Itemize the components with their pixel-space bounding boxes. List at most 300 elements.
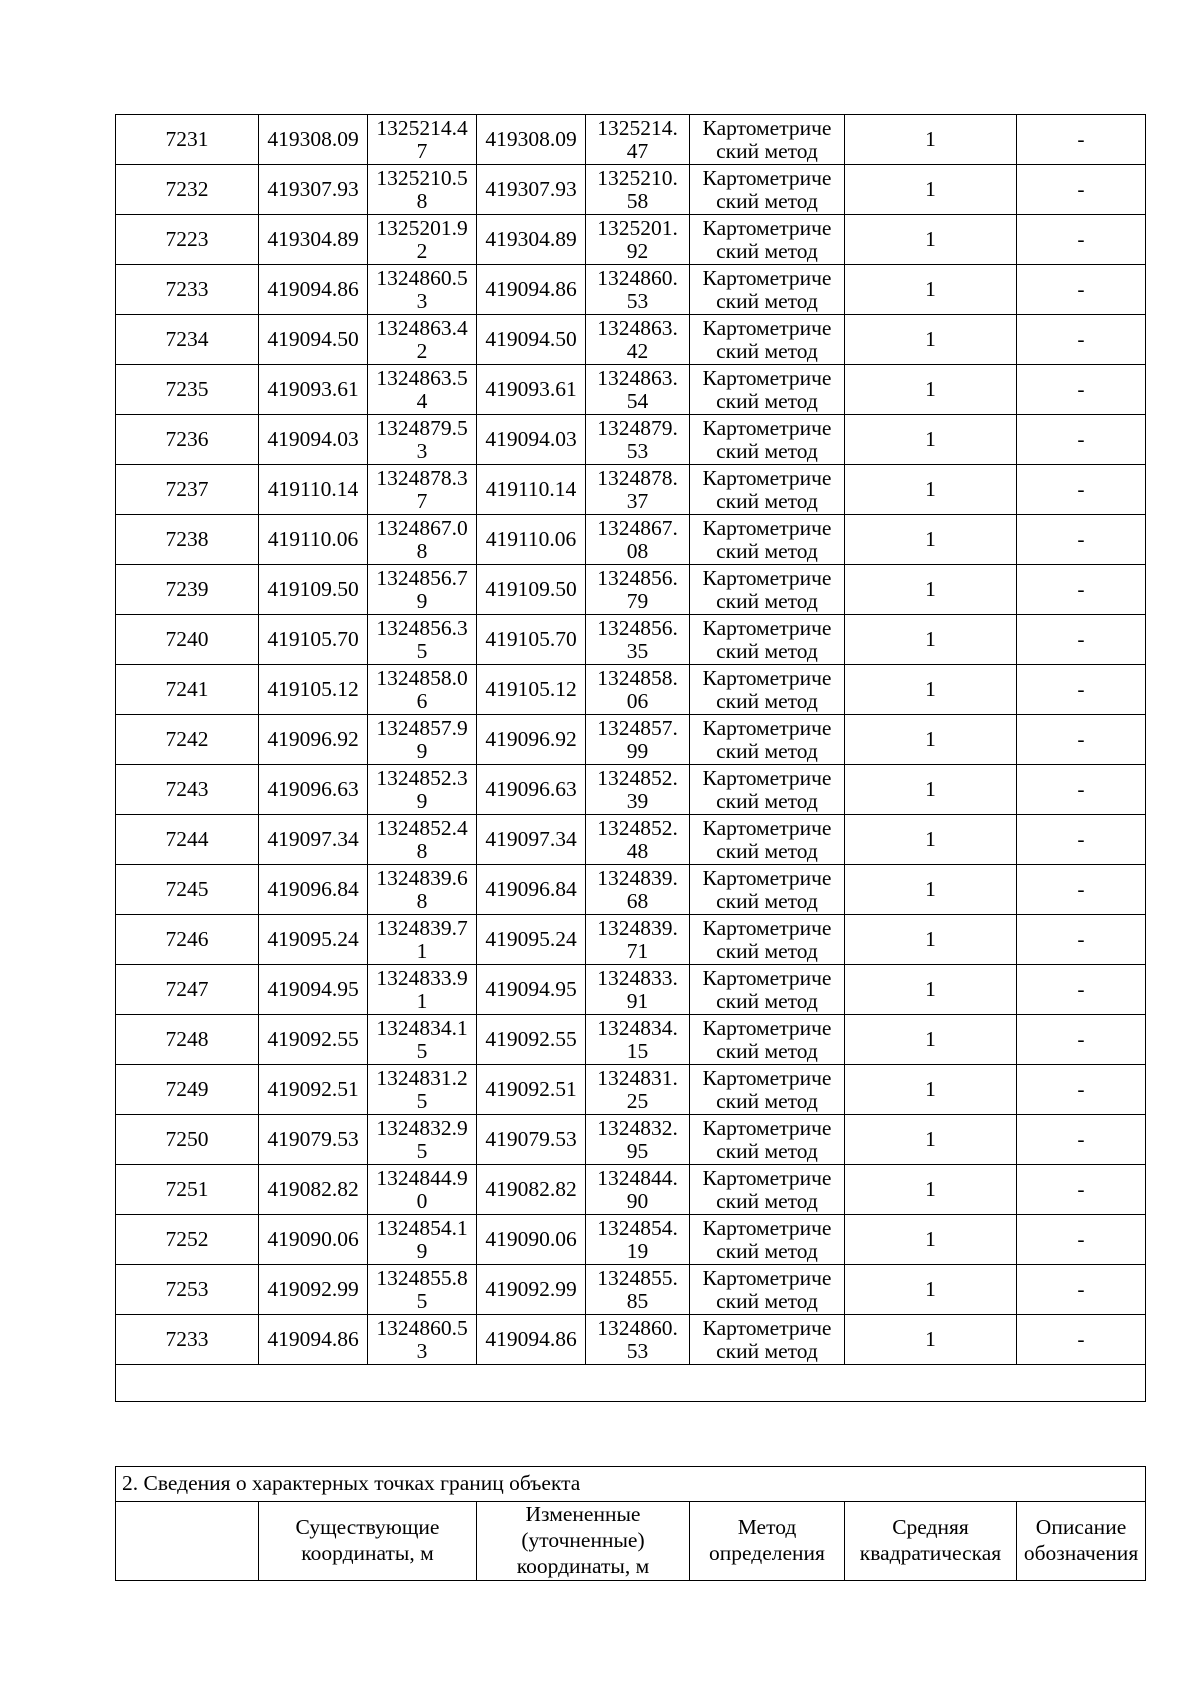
changed-y-line-2: 53: [626, 1339, 649, 1363]
changed-y-line-1: 1324860.: [597, 1316, 678, 1340]
existing-y-line-1: 1324860.5: [376, 266, 468, 290]
method-line-2: ский метод: [716, 639, 818, 663]
method-line-1: Картометриче: [702, 316, 832, 340]
changed-y-line-2: 99: [626, 739, 649, 763]
method-cell: [690, 1215, 845, 1265]
method-cell: [690, 1015, 845, 1065]
header-method: [690, 1502, 845, 1581]
changed-y-cell: [586, 515, 690, 565]
method-line-2: ский метод: [716, 389, 818, 413]
changed-y-line-1: 1324879.: [597, 416, 678, 440]
method-line-2: ский метод: [716, 739, 818, 763]
existing-y-line-2: 5: [416, 1139, 428, 1163]
method-line-1: Картометриче: [702, 466, 832, 490]
point-number-cell: 7223: [116, 215, 259, 265]
changed-x-cell: 419093.61: [477, 365, 586, 415]
existing-x-cell: 419095.24: [259, 915, 368, 965]
changed-y-line-2: 68: [626, 889, 649, 913]
point-number-cell: 7245: [116, 865, 259, 915]
table-row: [116, 1265, 1146, 1315]
changed-y-cell: [586, 1315, 690, 1365]
changed-y-cell: [586, 165, 690, 215]
existing-x-cell: 419307.93: [259, 165, 368, 215]
existing-y-cell: [368, 1215, 477, 1265]
existing-y-cell: [368, 1115, 477, 1165]
changed-x-cell: 419308.09: [477, 115, 586, 165]
existing-y-line-1: 1324867.0: [376, 516, 468, 540]
method-cell: [690, 165, 845, 215]
existing-x-cell: 419094.86: [259, 265, 368, 315]
changed-x-cell: 419092.51: [477, 1065, 586, 1115]
changed-y-cell: [586, 815, 690, 865]
existing-x-cell: 419082.82: [259, 1165, 368, 1215]
method-line-1: Картометриче: [702, 916, 832, 940]
method-line-1: Картометриче: [702, 1066, 832, 1090]
point-number-cell: 7238: [116, 515, 259, 565]
accuracy-cell: 1: [845, 565, 1017, 615]
header-changed-line-1: Измененные: [525, 1502, 641, 1527]
existing-y-line-1: 1324860.5: [376, 1316, 468, 1340]
changed-y-line-2: 15: [626, 1039, 649, 1063]
existing-y-cell: [368, 1015, 477, 1065]
point-number-cell: 7252: [116, 1215, 259, 1265]
method-line-2: ский метод: [716, 1239, 818, 1263]
method-line-2: ский метод: [716, 439, 818, 463]
method-line-2: ский метод: [716, 1089, 818, 1113]
existing-y-cell: [368, 1265, 477, 1315]
existing-y-line-2: 8: [416, 539, 428, 563]
header-existing-coordinates: [259, 1502, 477, 1581]
changed-y-cell: [586, 1165, 690, 1215]
changed-y-cell: [586, 1015, 690, 1065]
description-cell: -: [1017, 1265, 1146, 1315]
changed-y-line-1: 1325201.: [597, 216, 678, 240]
existing-y-cell: [368, 415, 477, 465]
table-row: [116, 415, 1146, 465]
accuracy-cell: 1: [845, 265, 1017, 315]
existing-y-line-1: 1324856.3: [376, 616, 468, 640]
changed-x-cell: 419304.89: [477, 215, 586, 265]
existing-y-cell: [368, 965, 477, 1015]
changed-y-line-2: 71: [626, 939, 649, 963]
changed-y-line-1: 1324834.: [597, 1016, 678, 1040]
changed-y-cell: [586, 565, 690, 615]
changed-y-cell: [586, 765, 690, 815]
method-cell: [690, 315, 845, 365]
method-cell: [690, 365, 845, 415]
accuracy-cell: 1: [845, 215, 1017, 265]
existing-y-cell: [368, 765, 477, 815]
existing-x-cell: 419096.84: [259, 865, 368, 915]
existing-y-line-2: 5: [416, 639, 428, 663]
existing-y-line-1: 1324856.7: [376, 566, 468, 590]
changed-y-line-2: 95: [626, 1139, 649, 1163]
existing-x-cell: 419109.50: [259, 565, 368, 615]
method-cell: [690, 1065, 845, 1115]
existing-x-cell: 419308.09: [259, 115, 368, 165]
changed-x-cell: 419105.12: [477, 665, 586, 715]
existing-y-cell: [368, 465, 477, 515]
changed-y-line-1: 1324852.: [597, 766, 678, 790]
accuracy-cell: 1: [845, 1015, 1017, 1065]
table-row: [116, 165, 1146, 215]
existing-x-cell: 419304.89: [259, 215, 368, 265]
accuracy-cell: 1: [845, 465, 1017, 515]
accuracy-cell: 1: [845, 665, 1017, 715]
accuracy-cell: 1: [845, 1065, 1017, 1115]
description-cell: -: [1017, 915, 1146, 965]
existing-y-line-2: 3: [416, 1339, 428, 1363]
header-method-line-2: определения: [709, 1541, 825, 1565]
table-row: [116, 665, 1146, 715]
existing-y-line-1: 1324863.5: [376, 366, 468, 390]
description-cell: -: [1017, 1065, 1146, 1115]
table-row: [116, 1165, 1146, 1215]
method-line-1: Картометриче: [702, 1166, 832, 1190]
changed-y-line-2: 54: [626, 389, 649, 413]
changed-x-cell: 419094.95: [477, 965, 586, 1015]
method-line-1: Картометриче: [702, 116, 832, 140]
changed-y-cell: [586, 465, 690, 515]
method-line-1: Картометриче: [702, 966, 832, 990]
existing-y-line-2: 4: [416, 389, 428, 413]
method-cell: [690, 915, 845, 965]
method-cell: [690, 615, 845, 665]
existing-y-line-1: 1324855.8: [376, 1266, 468, 1290]
existing-y-line-1: 1324863.4: [376, 316, 468, 340]
header-existing-line-2: координаты, м: [301, 1541, 434, 1565]
accuracy-cell: 1: [845, 915, 1017, 965]
existing-y-line-1: 1325210.5: [376, 166, 468, 190]
changed-x-cell: 419307.93: [477, 165, 586, 215]
method-line-2: ский метод: [716, 839, 818, 863]
point-number-cell: 7243: [116, 765, 259, 815]
changed-y-cell: [586, 1215, 690, 1265]
method-line-1: Картометриче: [702, 1316, 832, 1340]
table-row: [116, 115, 1146, 165]
header-description-line-1: Описание: [1035, 1515, 1127, 1540]
method-cell: [690, 765, 845, 815]
table-row: [116, 565, 1146, 615]
table-row: [116, 1315, 1146, 1365]
accuracy-cell: 1: [845, 715, 1017, 765]
changed-x-cell: 419092.99: [477, 1265, 586, 1315]
existing-y-line-2: 1: [416, 939, 428, 963]
changed-y-cell: [586, 865, 690, 915]
existing-x-cell: 419094.03: [259, 415, 368, 465]
table-row: [116, 365, 1146, 415]
method-cell: [690, 265, 845, 315]
method-line-2: ский метод: [716, 789, 818, 813]
changed-x-cell: 419096.92: [477, 715, 586, 765]
existing-y-line-1: 1324831.2: [376, 1066, 468, 1090]
existing-y-line-2: 8: [416, 839, 428, 863]
description-cell: -: [1017, 215, 1146, 265]
existing-y-line-2: 8: [416, 889, 428, 913]
accuracy-cell: 1: [845, 1315, 1017, 1365]
existing-y-line-1: 1324858.0: [376, 666, 468, 690]
changed-y-line-1: 1324833.: [597, 966, 678, 990]
accuracy-cell: 1: [845, 515, 1017, 565]
point-number-cell: 7241: [116, 665, 259, 715]
accuracy-cell: 1: [845, 815, 1017, 865]
method-line-1: Картометриче: [702, 566, 832, 590]
existing-y-line-1: 1325214.4: [376, 116, 468, 140]
existing-y-line-2: 1: [416, 989, 428, 1013]
method-line-1: Картометриче: [702, 1116, 832, 1140]
existing-x-cell: 419110.06: [259, 515, 368, 565]
existing-y-line-1: 1325201.9: [376, 216, 468, 240]
existing-y-line-1: 1324833.9: [376, 966, 468, 990]
table-row: [116, 1065, 1146, 1115]
existing-y-line-1: 1324834.1: [376, 1016, 468, 1040]
method-line-1: Картометриче: [702, 716, 832, 740]
changed-y-line-1: 1324854.: [597, 1216, 678, 1240]
coordinate-table-body: [116, 115, 1146, 1402]
existing-x-cell: 419096.92: [259, 715, 368, 765]
method-line-1: Картометриче: [702, 516, 832, 540]
existing-x-cell: 419092.55: [259, 1015, 368, 1065]
existing-y-line-2: 3: [416, 439, 428, 463]
changed-y-cell: [586, 365, 690, 415]
accuracy-cell: 1: [845, 315, 1017, 365]
changed-y-line-2: 08: [626, 539, 649, 563]
accuracy-cell: 1: [845, 415, 1017, 465]
existing-y-cell: [368, 215, 477, 265]
table-row: [116, 815, 1146, 865]
point-number-cell: 7234: [116, 315, 259, 365]
changed-y-cell: [586, 1115, 690, 1165]
empty-cell: [116, 1365, 1146, 1402]
existing-y-cell: [368, 715, 477, 765]
header-accuracy: [845, 1502, 1017, 1581]
accuracy-cell: 1: [845, 115, 1017, 165]
existing-y-line-1: 1324852.3: [376, 766, 468, 790]
changed-y-cell: [586, 265, 690, 315]
existing-y-line-1: 1324832.9: [376, 1116, 468, 1140]
method-cell: [690, 965, 845, 1015]
method-line-2: ский метод: [716, 289, 818, 313]
method-line-2: ский метод: [716, 989, 818, 1013]
method-line-2: ский метод: [716, 239, 818, 263]
description-cell: -: [1017, 415, 1146, 465]
changed-x-cell: 419094.03: [477, 415, 586, 465]
existing-y-line-2: 9: [416, 739, 428, 763]
changed-y-line-1: 1324878.: [597, 466, 678, 490]
changed-y-line-1: 1324863.: [597, 366, 678, 390]
changed-y-cell: [586, 665, 690, 715]
existing-x-cell: 419110.14: [259, 465, 368, 515]
changed-y-line-1: 1325210.: [597, 166, 678, 190]
changed-x-cell: 419095.24: [477, 915, 586, 965]
existing-y-line-1: 1324854.1: [376, 1216, 468, 1240]
existing-y-cell: [368, 915, 477, 965]
section-2-title: 2. Сведения о характерных точках границ объекта: [116, 1467, 1146, 1502]
changed-y-line-1: 1324839.: [597, 866, 678, 890]
point-number-cell: 7233: [116, 1315, 259, 1365]
existing-y-line-2: 3: [416, 289, 428, 313]
point-number-cell: 7242: [116, 715, 259, 765]
changed-x-cell: 419096.63: [477, 765, 586, 815]
method-line-2: ский метод: [716, 1139, 818, 1163]
point-number-cell: 7248: [116, 1015, 259, 1065]
changed-y-line-2: 35: [626, 639, 649, 663]
accuracy-cell: 1: [845, 165, 1017, 215]
method-line-1: Картометриче: [702, 1266, 832, 1290]
accuracy-cell: 1: [845, 365, 1017, 415]
header-description-line-2: обозначения: [1023, 1541, 1139, 1565]
changed-y-line-2: 90: [626, 1189, 649, 1213]
method-cell: [690, 1115, 845, 1165]
method-line-1: Картометриче: [702, 366, 832, 390]
method-cell: [690, 1265, 845, 1315]
existing-x-cell: 419090.06: [259, 1215, 368, 1265]
changed-y-line-2: 19: [626, 1239, 649, 1263]
method-cell: [690, 815, 845, 865]
existing-x-cell: 419105.12: [259, 665, 368, 715]
changed-y-cell: [586, 1265, 690, 1315]
accuracy-cell: 1: [845, 1165, 1017, 1215]
existing-y-cell: [368, 365, 477, 415]
method-line-2: ский метод: [716, 1339, 818, 1363]
point-number-cell: 7247: [116, 965, 259, 1015]
changed-y-line-2: 79: [626, 589, 649, 613]
description-cell: -: [1017, 1215, 1146, 1265]
method-line-2: ский метод: [716, 689, 818, 713]
point-number-cell: 7250: [116, 1115, 259, 1165]
description-cell: -: [1017, 1115, 1146, 1165]
accuracy-cell: 1: [845, 1265, 1017, 1315]
existing-x-cell: 419079.53: [259, 1115, 368, 1165]
method-line-1: Картометриче: [702, 616, 832, 640]
method-line-1: Картометриче: [702, 216, 832, 240]
changed-y-line-1: 1324858.: [597, 666, 678, 690]
method-line-2: ский метод: [716, 1039, 818, 1063]
description-cell: -: [1017, 865, 1146, 915]
description-cell: -: [1017, 815, 1146, 865]
section-2-table: [115, 1466, 1146, 1581]
table-row: [116, 515, 1146, 565]
existing-y-line-1: 1324857.9: [376, 716, 468, 740]
point-number-cell: 7237: [116, 465, 259, 515]
changed-y-line-2: 06: [626, 689, 649, 713]
changed-y-cell: [586, 915, 690, 965]
existing-x-cell: 419092.99: [259, 1265, 368, 1315]
changed-y-line-2: 53: [626, 289, 649, 313]
description-cell: -: [1017, 1165, 1146, 1215]
description-cell: -: [1017, 165, 1146, 215]
changed-y-line-1: 1324856.: [597, 566, 678, 590]
changed-y-line-1: 1324855.: [597, 1266, 678, 1290]
existing-y-line-2: 9: [416, 589, 428, 613]
method-cell: [690, 665, 845, 715]
point-number-cell: 7253: [116, 1265, 259, 1315]
description-cell: -: [1017, 665, 1146, 715]
existing-x-cell: 419097.34: [259, 815, 368, 865]
method-line-1: Картометриче: [702, 416, 832, 440]
changed-x-cell: 419094.86: [477, 265, 586, 315]
accuracy-cell: 1: [845, 865, 1017, 915]
section-2-title-row: [116, 1467, 1146, 1502]
changed-y-line-1: 1324856.: [597, 616, 678, 640]
method-line-2: ский метод: [716, 489, 818, 513]
changed-x-cell: 419110.14: [477, 465, 586, 515]
method-cell: [690, 465, 845, 515]
method-cell: [690, 415, 845, 465]
existing-y-cell: [368, 865, 477, 915]
changed-x-cell: 419105.70: [477, 615, 586, 665]
method-line-2: ский метод: [716, 139, 818, 163]
description-cell: -: [1017, 715, 1146, 765]
changed-y-line-2: 48: [626, 839, 649, 863]
table-row: [116, 1015, 1146, 1065]
description-cell: -: [1017, 515, 1146, 565]
existing-y-line-2: 0: [416, 1189, 428, 1213]
changed-y-cell: [586, 1065, 690, 1115]
changed-y-line-2: 47: [626, 139, 649, 163]
table-row: [116, 1115, 1146, 1165]
table-row: [116, 265, 1146, 315]
header-point-number: [116, 1502, 259, 1581]
header-changed-coordinates: [477, 1502, 690, 1581]
point-number-cell: 7231: [116, 115, 259, 165]
existing-y-line-1: 1324878.3: [376, 466, 468, 490]
existing-y-line-1: 1324852.4: [376, 816, 468, 840]
header-method-line-1: Метод: [737, 1515, 797, 1540]
table-row: [116, 965, 1146, 1015]
changed-y-cell: [586, 115, 690, 165]
method-line-2: ский метод: [716, 889, 818, 913]
method-cell: [690, 115, 845, 165]
description-cell: -: [1017, 765, 1146, 815]
existing-y-cell: [368, 315, 477, 365]
table-row: [116, 615, 1146, 665]
method-line-1: Картометриче: [702, 866, 832, 890]
point-number-cell: 7251: [116, 1165, 259, 1215]
method-line-1: Картометриче: [702, 666, 832, 690]
header-description: [1017, 1502, 1146, 1581]
changed-y-cell: [586, 315, 690, 365]
changed-y-line-2: 91: [626, 989, 649, 1013]
changed-y-line-2: 58: [626, 189, 649, 213]
description-cell: -: [1017, 1015, 1146, 1065]
changed-y-line-1: 1324839.: [597, 916, 678, 940]
point-number-cell: 7233: [116, 265, 259, 315]
changed-y-line-2: 85: [626, 1289, 649, 1313]
table-row: [116, 865, 1146, 915]
changed-y-line-1: 1324863.: [597, 316, 678, 340]
method-cell: [690, 1315, 845, 1365]
accuracy-cell: 1: [845, 765, 1017, 815]
existing-y-cell: [368, 665, 477, 715]
changed-y-line-2: 92: [626, 239, 649, 263]
existing-x-cell: 419092.51: [259, 1065, 368, 1115]
table-row: [116, 915, 1146, 965]
existing-y-cell: [368, 1165, 477, 1215]
header-changed-line-2: (уточненные): [521, 1528, 645, 1553]
description-cell: -: [1017, 465, 1146, 515]
existing-y-line-1: 1324844.9: [376, 1166, 468, 1190]
section-2-header-row: [116, 1502, 1146, 1581]
changed-y-line-1: 1324857.: [597, 716, 678, 740]
method-cell: [690, 565, 845, 615]
table-row: [116, 715, 1146, 765]
changed-y-line-2: 39: [626, 789, 649, 813]
description-cell: -: [1017, 965, 1146, 1015]
changed-y-line-1: 1324832.: [597, 1116, 678, 1140]
accuracy-cell: 1: [845, 1115, 1017, 1165]
table-row: [116, 315, 1146, 365]
